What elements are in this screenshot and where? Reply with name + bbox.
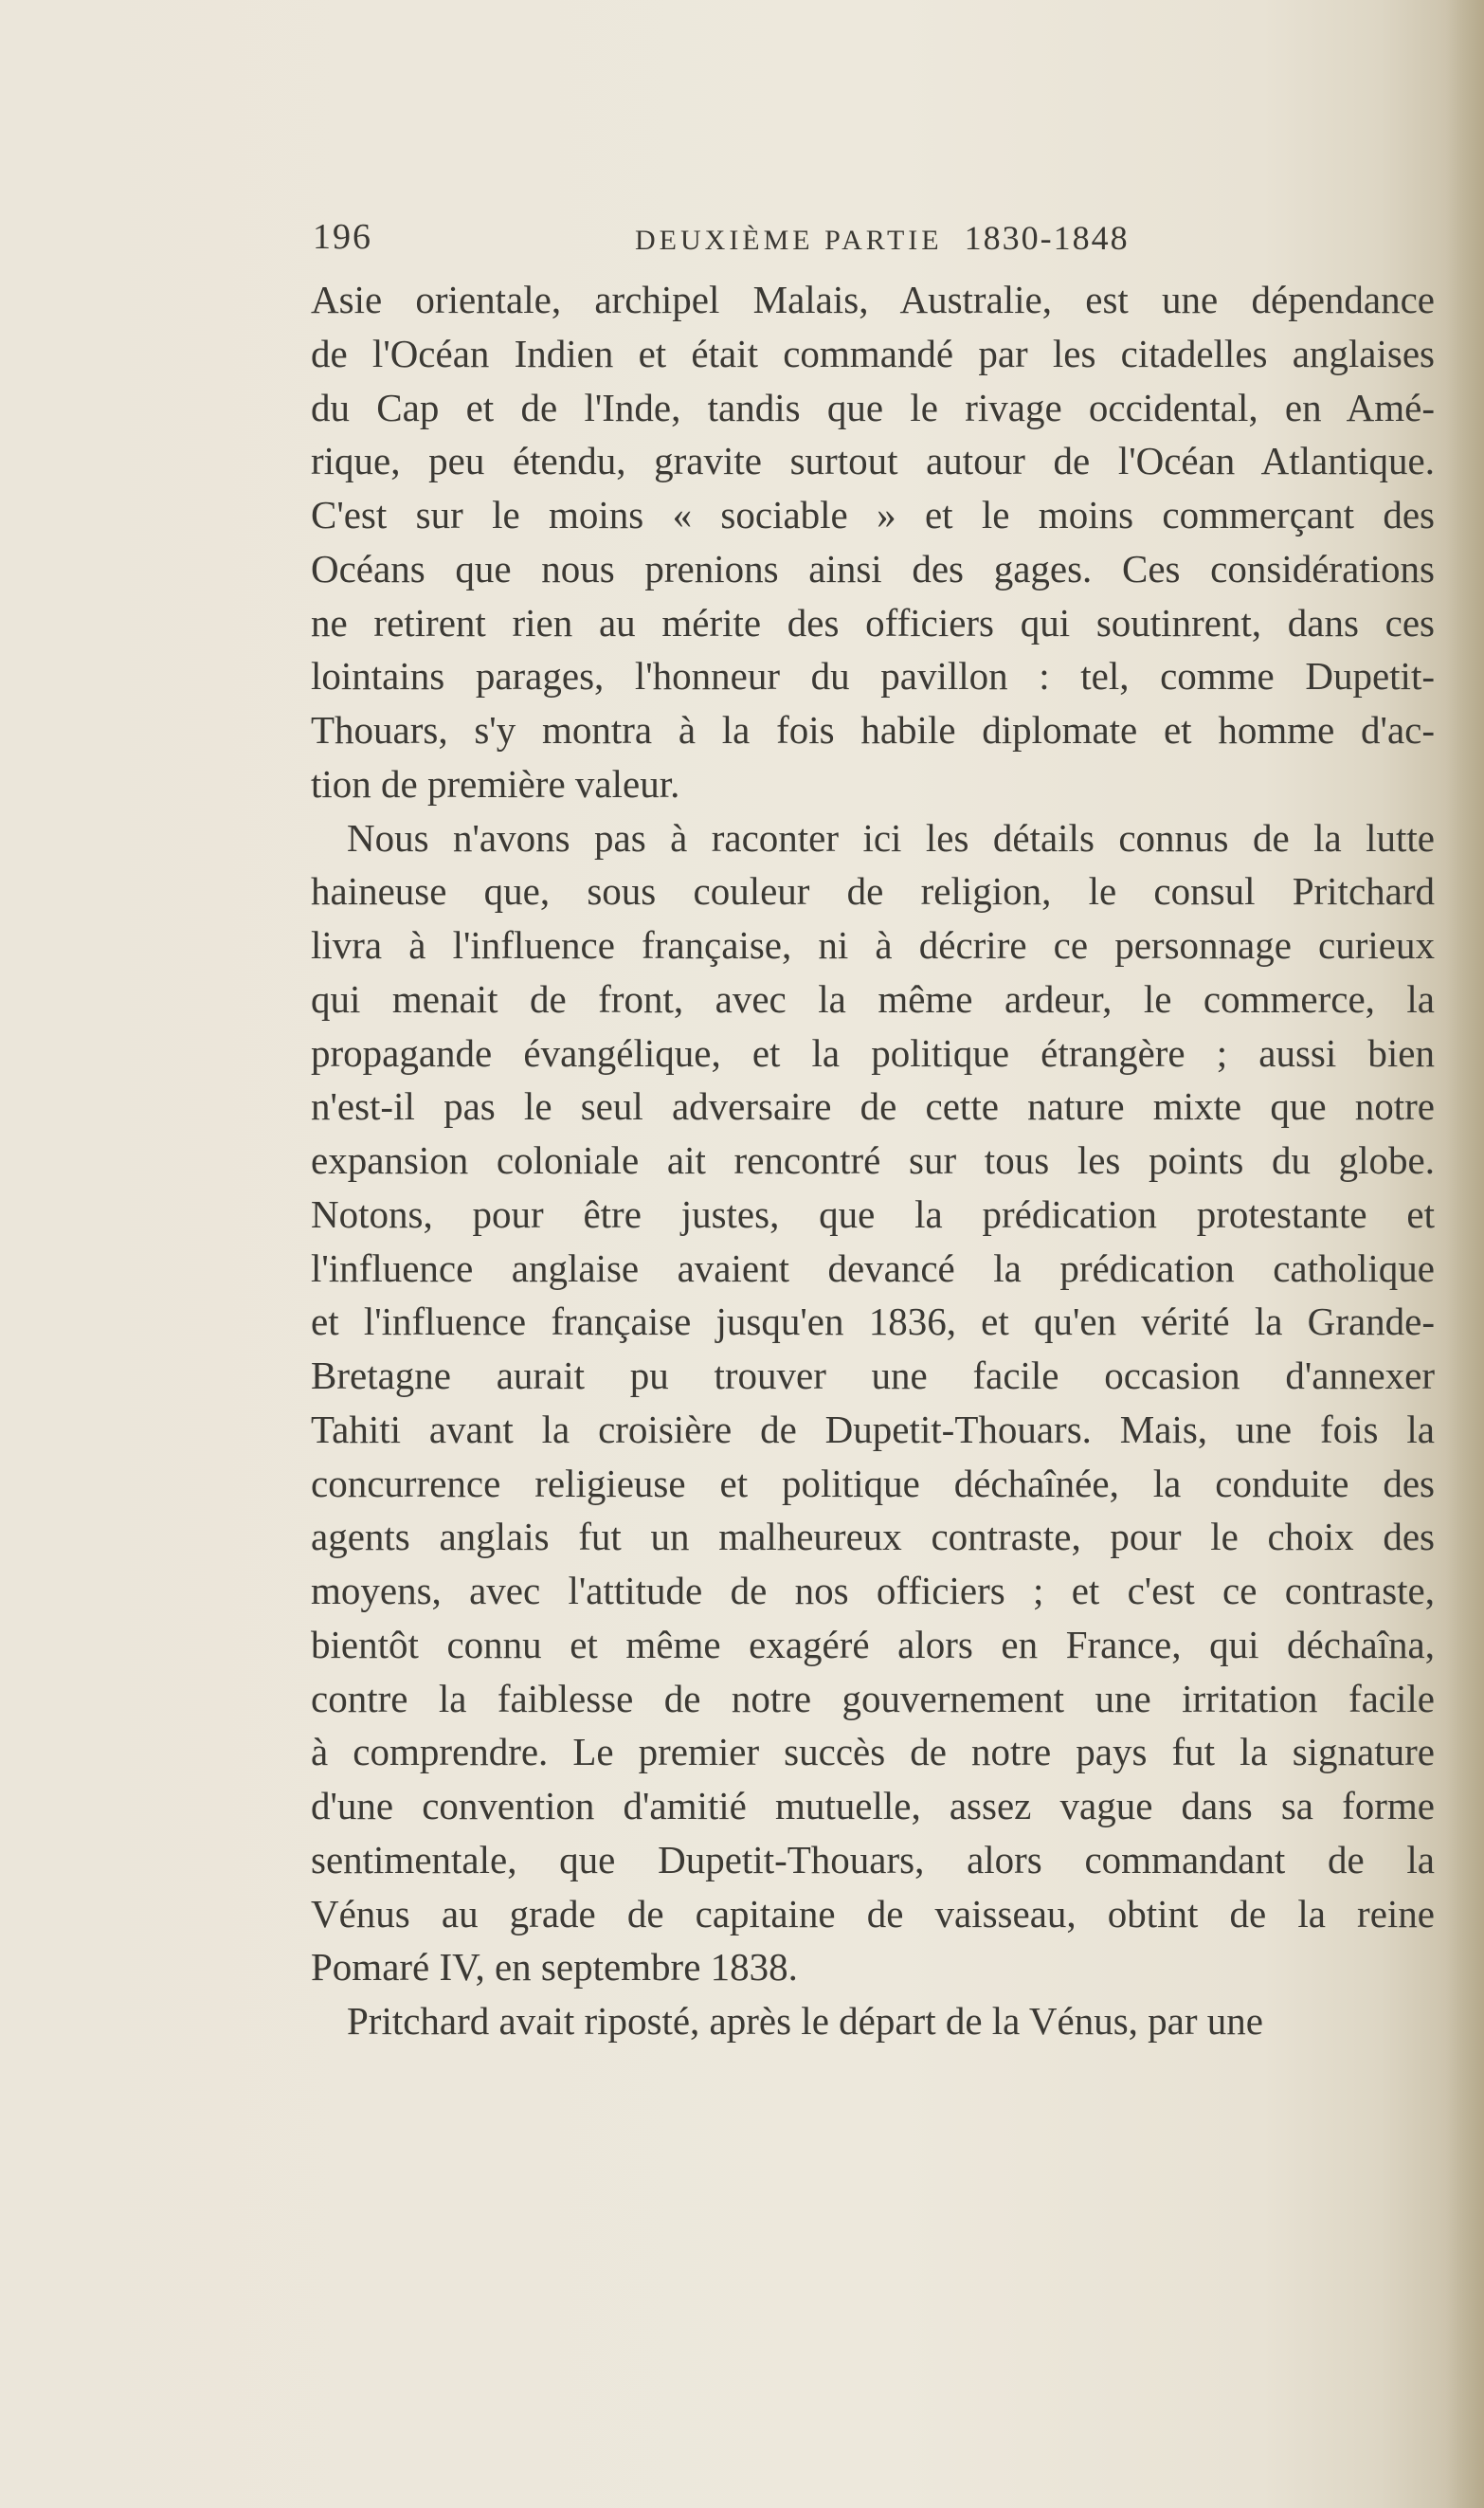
text-line: Notons, pour être justes, que la prédication protestante et [311, 1191, 1435, 1236]
text-line: contre la faiblesse de notre gouvernement une irritation facile [311, 1676, 1435, 1720]
text-line: Océans que nous prenions ainsi des gages. Ces considérations [311, 546, 1435, 591]
running-head [313, 216, 1431, 257]
page-edge-shadow [1446, 0, 1484, 2508]
text-line: du Cap et de l'Inde, tandis que le rivage occidental, en Amé- [311, 385, 1435, 429]
paragraph [311, 1994, 1435, 2048]
text-line: l'influence anglaise avaient devancé la prédication catholique [311, 1245, 1435, 1290]
text-line: d'une convention d'amitié mutuelle, assez vague dans sa forme [311, 1784, 1435, 1827]
text-line: haineuse que, sous couleur de religion, le consul Pritchard [311, 869, 1435, 914]
text-line: C'est sur le moins « sociable » et le moins commerçant des [311, 493, 1435, 536]
text-line: moyens, avec l'attitude de nos officiers ; et c'est ce contraste, [311, 1569, 1435, 1612]
text-line: Nous n'avons pas à raconter ici les détails connus de la lutte [347, 815, 1435, 860]
running-title-years: 1830-1848 [964, 219, 1130, 257]
text-line: de l'Océan Indien et était commandé par les citadelles anglaises [311, 331, 1435, 375]
text-line: Tahiti avant la croisière de Dupetit-Thouars. Mais, une fois la [311, 1407, 1435, 1451]
running-title [635, 218, 1130, 258]
text-line: Pritchard avait riposté, après le départ de la Vénus, par une [347, 1999, 1263, 2043]
text-line: ne retirent rien au mérite des officiers qui soutinrent, dans ces [311, 600, 1435, 645]
running-title-part: DEUXIÈME PARTIE [635, 225, 943, 256]
text-line: expansion coloniale ait rencontré sur tous les points du globe. [311, 1138, 1435, 1182]
text-line: à comprendre. Le premier succès de notre pays fut la signature [311, 1730, 1435, 1774]
text-line: et l'influence française jusqu'en 1836, et qu'en vérité la Grande- [311, 1299, 1435, 1344]
text-line: concurrence religieuse et politique déchaînée, la conduite des [311, 1461, 1435, 1505]
text-line: rique, peu étendu, gravite surtout autour de l'Océan Atlantique. [311, 439, 1435, 483]
text-line: tion de première valeur. [311, 761, 680, 806]
text-line: qui menait de front, avec la même ardeur, le commerce, la [311, 976, 1435, 1021]
paragraph [311, 811, 1435, 1995]
text-line: Vénus au grade de capitaine de vaisseau, obtint de la reine [311, 1891, 1435, 1936]
paragraph [311, 273, 1435, 811]
body-text [311, 273, 1435, 2048]
text-line: Thouars, s'y montra à la fois habile diplomate et homme d'ac- [311, 708, 1435, 752]
text-line: Pomaré IV, en septembre 1838. [311, 1945, 798, 1990]
text-line: sentimentale, que Dupetit-Thouars, alors commandant de la [311, 1837, 1435, 1881]
text-line: n'est-il pas le seul adversaire de cette nature mixte que notre [311, 1084, 1435, 1129]
text-line: Asie orientale, archipel Malais, Australie, est une dépendance [311, 278, 1435, 321]
text-line: propagande évangélique, et la politique étrangère ; aussi bien [311, 1030, 1435, 1075]
text-line: Bretagne aurait pu trouver une facile occasion d'annexer [311, 1354, 1435, 1397]
page-number: 196 [313, 217, 372, 257]
text-line: agents anglais fut un malheureux contraste, pour le choix des [311, 1515, 1435, 1559]
text-line: bientôt connu et même exagéré alors en France, qui déchaîna, [311, 1622, 1435, 1666]
text-line: lointains parages, l'honneur du pavillon : tel, comme Dupetit- [311, 654, 1435, 699]
text-line: livra à l'influence française, ni à décrire ce personnage curieux [311, 923, 1435, 967]
